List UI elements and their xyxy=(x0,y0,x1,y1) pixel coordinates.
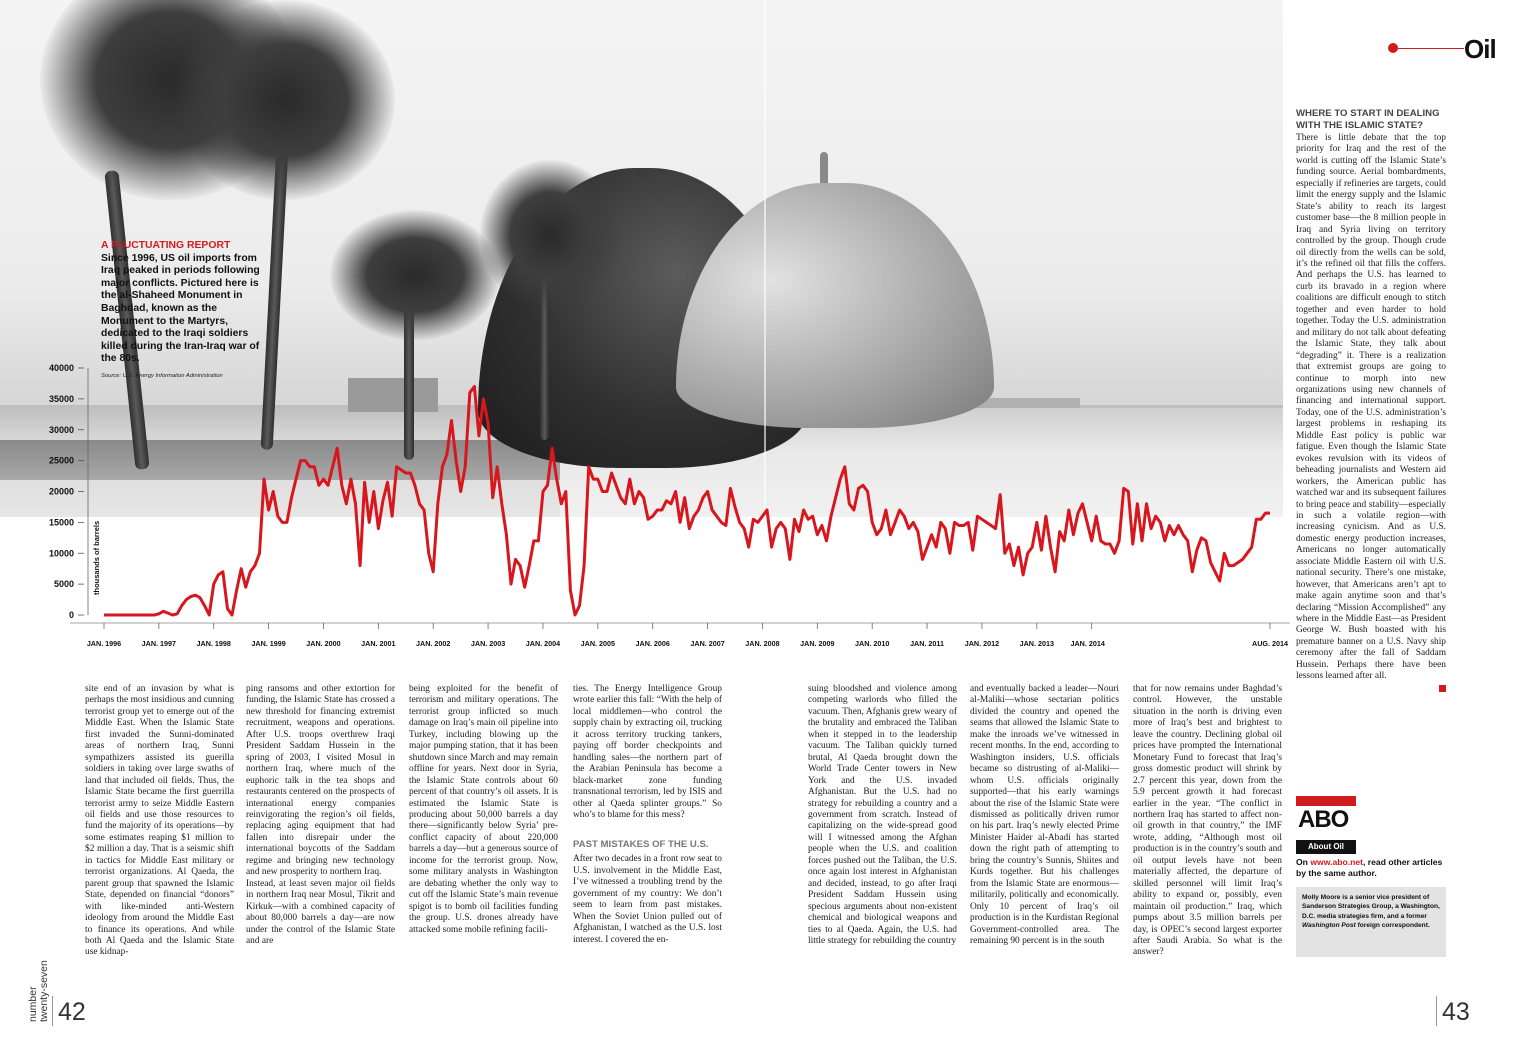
x-tick-label: JAN. 2013 xyxy=(1019,639,1054,648)
footer-rule xyxy=(1436,996,1437,1026)
palm-crown xyxy=(175,0,395,200)
body-column-4 xyxy=(573,684,722,946)
issue-line: twenty-seven xyxy=(37,960,50,1022)
series-line xyxy=(104,387,1270,616)
y-tick-label: 20000 xyxy=(48,486,74,497)
x-tick-label: JAN. 2003 xyxy=(470,639,506,648)
x-tick-label: JAN. 2010 xyxy=(855,639,890,648)
x-tick-label: JAN. 2004 xyxy=(525,639,561,648)
author-bio xyxy=(1296,887,1446,957)
end-mark xyxy=(1439,685,1446,692)
section-line xyxy=(1398,48,1464,49)
abo-logo[interactable] xyxy=(1296,796,1356,854)
column-text: and eventually backed a leader—Nouri al-Maliki—whose sectarian politics divided the country and opened the seams that allowed the Islamic State to make the inroads we’ve witnessed in recent months. In the end, according to Washington insiders, U.S. officials became so distrusting of al-Maliki—whom U.S. officials originally supported—that his early warnings about the rise of the Islamic State were dismissed as politically driven rumor on his part. Iraq’s newly elected Prime Minister Haider al-Abadi has started down the right path of attempting to bring the country’s Sunnis, Shiites and Kurds together. But his challenges from the Islamic State are enormous—militarily, politically and economically. Only 10 percent of Iraq’s oil production is in the Kurdistan Regional Government-controlled area. The remaining 90 percent is in the south xyxy=(970,684,1119,946)
y-tick-label: 5000 xyxy=(53,579,74,590)
oil-imports-chart xyxy=(0,355,1290,655)
y-tick-label: 25000 xyxy=(48,455,74,466)
x-axis xyxy=(70,623,1290,648)
body-column-6 xyxy=(970,684,1119,947)
x-tick-label: JAN. 2011 xyxy=(910,639,945,648)
abo-rest: , read other articles by the same author. xyxy=(1296,857,1443,878)
abo-link[interactable]: www.abo.net xyxy=(1310,857,1364,867)
caption-text: Since 1996, US oil imports from Iraq peaked in periods following major conflicts. Pictured here is the al-Shaheed Monument in Baghdad, known as the Monument to the Martyrs, dedicated to the Iraqi soldiers killed during the Iran-Iraq war of the 80s. xyxy=(101,252,260,365)
sidebar-body: There is little debate that the top priority for Iraq and the rest of the world is cutting off the Islamic State’s funding source. Aerial bombardments, especially if refineries are targets, could limit the energy supply and the Islamic State’s ability to reach its largest customer base—the 8 million people in Iraq and Syria living on territory controlled by the group. Though crude oil directly from the wells can be sold, it’s the refined oil that fills the coffers. And perhaps the U.S. has learned to curb its bravado in a region where coalitions are difficult enough to stitch together and even harder to hold together. Today the U.S. administration and military do not talk about defeating the Islamic State, they talk about “degrading” it. There is a realization that extremist groups are going to continue to morph into new organizations using new channels of financing and international support. Today, one of the U.S. administration’s largest problems in reshaping its Middle East policy is public war fatigue. Even though the Islamic State evokes revulsion with its videos of beheading journalists and Western aid workers, the American public has watched war and its subsequent failures to bring peace and stability—especially in such a volatile region—with increasing cynicism. And as U.S. domestic energy production increases, Americans no longer automatically associate Middle Eastern oil with U.S. national security. There’s one mistake, however, that Americans aren’t apt to make again anytime soon and that’s declaring “Mission Accomplished” any where in the Middle East—as President George W. Bush boasted with his premature banner on a U.S. Navy ship ceremony after the fall of Saddam Hussein. Perhaps there have been lessons learned after all. xyxy=(1296,133,1446,682)
issue-number xyxy=(28,960,49,1022)
abo-logo-text: ABO xyxy=(1298,806,1349,833)
caption-kicker: A FLUCTUATING REPORT xyxy=(101,240,231,251)
section-label: Oil xyxy=(1464,34,1496,64)
issue-line: number xyxy=(27,986,39,1022)
sidebar-heading: WHERE TO START IN DEALING WITH THE ISLAMIC STATE? xyxy=(1296,108,1440,131)
x-tick-label: JAN. 2007 xyxy=(690,639,725,648)
y-tick-label: 0 xyxy=(68,610,74,620)
column-text: Instead, at least seven major oil fields in northern Iraq near Mosul, Tikrit and Kirkuk—with a combined capacity of about 80,000 barrels a day—are now under the control of the Islamic State and are xyxy=(246,878,395,946)
x-tick-label: JAN. 2012 xyxy=(964,639,1000,648)
abo-promo xyxy=(1296,857,1446,879)
x-tick-label: JAN. 2009 xyxy=(800,639,835,648)
column-text: ping ransoms and other extortion for funding, the Islamic State has crossed a new threshold for financing extremist recruitment, weapons and operations. After U.S. troops overthrew Iraqi President Saddam Hussein in the spring of 2003, I visited Mosul in northern Iraq, where much of the euphoric talk in the tea shops and restaurants centered on the prospects of international energy companies reinvigorating the region’s oil fields, replacing aging equipment that had fallen into disrepair under the international boycotts of the Saddam regime and bringing new technology and new prosperity to northern Iraq. xyxy=(246,684,395,878)
x-tick-label: JAN. 2005 xyxy=(580,639,616,648)
sidebar-text xyxy=(1296,133,1446,696)
x-tick-label: JAN. 2014 xyxy=(1070,639,1105,648)
column-text: suing bloodshed and violence among competing warlords who filled the vacuum. Then, Afghanis grew weary of the brutality and embraced the Taliban when it stepped in to the leadership vacuum. The Taliban quickly turned brutal, Al Qaeda brought down the World Trade Center towers in New York and the U.S. invaded Afghanistan. But the U.S. had no strategy for rebuilding a country and a government from scratch. Instead of capitalizing on the wide-spread good will I witnessed among the Afghan people when the U.S. and coalition forces pushed out the Taliban, the U.S. once again lost interest in Afghanistan and decided, instead, to go after Iraqi President Saddam Hussein using specious arguments about non-existent chemical and biological weapons and ties to al Qaeda. Again, the U.S. had little strategy for rebuilding the country xyxy=(808,684,957,946)
y-axis-label: thousands of barrels xyxy=(92,520,101,595)
y-tick-label: 15000 xyxy=(48,517,74,528)
page-number-right: 43 xyxy=(1442,998,1470,1026)
abo-logo-bar xyxy=(1296,796,1356,806)
sidebar-article xyxy=(1296,108,1446,696)
x-tick-label: JAN. 1997 xyxy=(141,639,177,648)
y-tick-label: 10000 xyxy=(48,548,74,559)
x-tick-label: JAN. 1999 xyxy=(251,639,286,648)
x-tick-label: JAN. 1998 xyxy=(196,639,231,648)
x-tick-label: JAN. 2000 xyxy=(306,639,341,648)
column-text: that for now remains under Baghdad’s control. However, the unstable situation in the north is driving even more of Iraq’s best and brightest to leave the country. Declining global oil prices have prompted the International Monetary Fund to forecast that Iraq’s gross domestic product will shrink by 2.7 percent this year, down from the 5.9 percent growth it had forecast earlier in the year. “The conflict in northern Iraq has started to affect non-oil growth in that country,” the IMF wrote, adding, “Although most oil production is in the country’s south and oil output levels have not been materially affected, the departure of skilled personnel will limit Iraq’s ability to expand or, possibly, even maintain oil production.” Iraq, which pumps about 3.5 million barrels per day, is OPEC’s second largest exporter after Saudi Arabia. So what is the answer? xyxy=(1133,684,1282,958)
column-text: site end of an invasion by what is perhaps the most insidious and cunning terrorist group yet to emerge out of the Middle East. When the Islamic State first invaded the Sunni-dominated areas of northern Iraq, Sunni sympathizers assisted its guerilla soldiers in taking over large swaths of land that included oil fields. Thus, the Islamic State became the first guerrilla terrorist army to seize Middle Eastern oil fields and use those resources to fund the majority of its operations—by some estimates reaping $1 million to $2 million a day. That is a seismic shift in tactics for Middle East military or terrorist organizations. Al Qaeda, the parent group that spawned the Islamic State, depended on financial “donors” with like-minded anti-Western ideology from around the Middle East to finance its operations. And while both Al Qaeda and the Islamic State use kidnap- xyxy=(85,684,234,958)
palm-crown xyxy=(330,210,500,340)
x-tick-label: AUG. 2014 xyxy=(1252,639,1288,648)
x-tick-label: JAN. 2002 xyxy=(416,639,451,648)
body-column-3 xyxy=(409,684,558,936)
y-tick-label: 40000 xyxy=(48,363,74,373)
y-axis xyxy=(49,363,88,620)
section-tag xyxy=(1388,36,1508,64)
bio-text-end: foreign correspondent. xyxy=(1355,922,1430,930)
palm-crown xyxy=(480,160,620,310)
y-tick-label: 35000 xyxy=(48,393,74,404)
body-column-7 xyxy=(1133,684,1282,959)
subhead: PAST MISTAKES OF THE U.S. xyxy=(573,839,709,851)
x-tick-label: JAN. 2001 xyxy=(361,639,396,648)
x-tick-label: JAN. 2006 xyxy=(635,639,670,648)
column-text: After two decades in a front row seat to U.S. involvement in the Middle East, I’ve witnessed a troubling trend by the government of my country: We don’t seem to learn from past mistakes. When the Soviet Union pulled out of Afghanistan, I watched as the U.S. lost interest. I covered the en- xyxy=(573,854,722,945)
column-text: being exploited for the benefit of terrorism and military operations. The terrorist group inflicted so much damage on Iraq’s main oil pipeline into Turkey, including blowing up the major pumping station, that it has been shutdown since March and may remain offline for years. Next door in Syria, the Islamic State controls about 60 percent of that country’s oil assets. It is estimated the Islamic State is producing about 50,000 barrels a day there—significantly below Syria’ pre-conflict capacity of about 220,000 barrels a day—but a generous source of income for the terrorist group. Now, some military analysts in Washington are debating whether the only way to cut off the Islamic State’s main revenue spigot is to bomb oil facilities funding the group. U.S. drones already have attacked some mobile refining facili- xyxy=(409,684,558,935)
body-column-2 xyxy=(246,684,395,947)
footer-rule xyxy=(52,996,53,1026)
column-text: ties. The Energy Intelligence Group wrote earlier this fall: “With the help of local middlemen—who control the supply chain by extracting oil, trucking it across territory trucking tankers, paying off border checkpoints and handling sales—the northern part of the Arabian Peninsula has become a black-market zone funding transnational terrorism, led by ISIS and other al Qaeda splinter groups.” So who’s to blame for this mess? xyxy=(573,684,722,820)
abo-on: On xyxy=(1296,857,1311,867)
section-dot xyxy=(1388,43,1398,53)
bio-text: Molly Moore is a senior vice president of Sanderson Strategies Group, a Washington, D.C. media strategies firm, and a former xyxy=(1302,894,1440,920)
x-tick-label: JAN. 2008 xyxy=(745,639,780,648)
body-column-5 xyxy=(808,684,957,947)
y-tick-label: 30000 xyxy=(48,424,74,435)
x-tick-label: JAN. 1996 xyxy=(86,639,122,648)
bio-publication: Washington Post xyxy=(1302,922,1356,930)
body-column-1 xyxy=(85,684,234,959)
abo-logo-sub: About Oil xyxy=(1296,840,1356,854)
page-number-left: 42 xyxy=(58,998,86,1026)
caption-source: Source: U.S. Energy Information Administration xyxy=(101,372,223,379)
